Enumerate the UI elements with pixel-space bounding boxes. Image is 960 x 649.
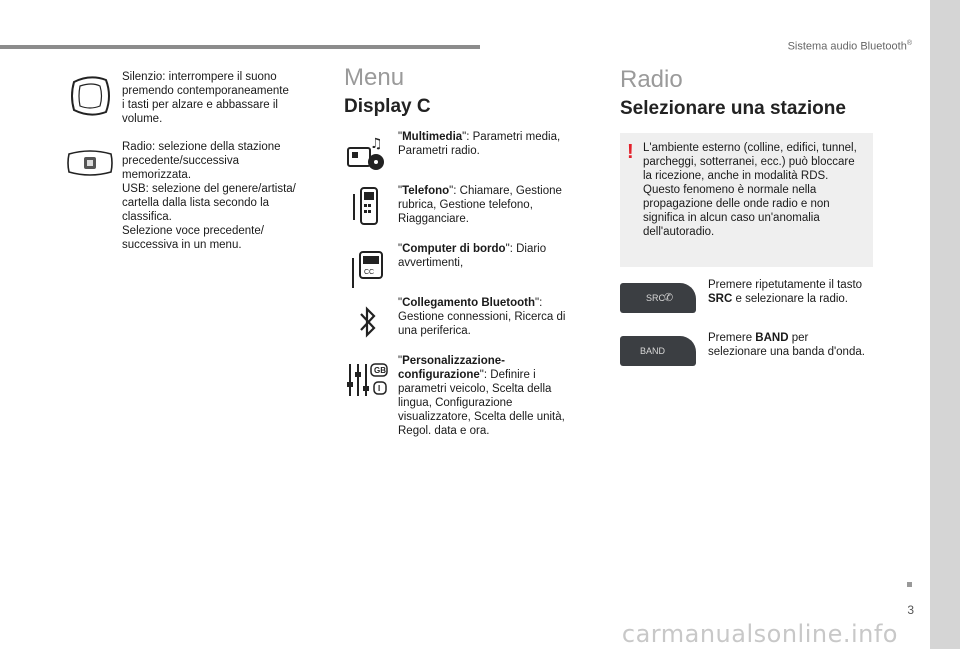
page-edge-strip xyxy=(930,0,960,649)
page-marker xyxy=(907,582,912,587)
multimedia-icon xyxy=(346,134,386,179)
svg-text:♫: ♫ xyxy=(370,136,383,152)
trip-computer-icon xyxy=(350,248,384,295)
menu-item-telefono: "Telefono": Chiamare, Gestione rubrica, Gestione telefono, Riagganciare. xyxy=(398,185,562,225)
step-src: Premere ripetutamente il tasto SRC e selezionare la radio. xyxy=(708,279,863,305)
section-title: Sistema audio Bluetooth® xyxy=(787,40,912,53)
svg-text:GB: GB xyxy=(374,366,386,375)
menu-item-computer-di-bordo: "Computer di bordo": Diario avvertimenti, xyxy=(398,243,547,269)
menu-item-multimedia: "Multimedia": Parametri media, Parametri radio. xyxy=(398,131,561,157)
menu-title: Menu xyxy=(344,64,405,91)
svg-text:CC: CC xyxy=(364,269,375,276)
steering-control-seek-icon xyxy=(66,148,114,183)
radio-seek-description: Radio: selezione della stazione precedente/successiva memorizzata. USB: selezione del genere/artista/ cartella dalla lista secondo la classifica. Selezione voce precedente/ successiva in un menu. xyxy=(122,141,296,251)
svg-text:I: I xyxy=(378,384,381,393)
watermark: carmanualsonline.info xyxy=(621,620,898,648)
select-station-heading: Selezionare una stazione xyxy=(620,98,846,119)
src-button-image: SRC ✆ xyxy=(620,283,696,313)
display-c-heading: Display C xyxy=(344,96,431,117)
phone-handset-icon: ✆ xyxy=(664,292,674,304)
steering-wheel-mute-icon xyxy=(66,72,114,125)
warning-notice xyxy=(620,133,873,267)
menu-item-bluetooth: "Collegamento Bluetooth": Gestione connessioni, Ricerca di una periferica. xyxy=(398,297,566,337)
radio-title: Radio xyxy=(620,66,683,93)
mute-description: Silenzio: interrompere il suono premendo contemporaneamente i tasti per alzare e abbassare il volume. xyxy=(122,71,289,125)
band-button-image: BAND xyxy=(620,336,696,366)
notice-text: L'ambiente esterno (colline, edifici, tunnel, parcheggi, sotterranei, ecc.) può bloccare la ricezione, anche in modalità RDS. Questo fenomeno è normale nella propagazione delle onde radio e non significa in alcun caso un'anomalia dell'autoradio. xyxy=(643,142,857,238)
warning-icon: ! xyxy=(627,141,634,163)
menu-item-personalizzazione: "Personalizzazione-configurazione": Definire i parametri veicolo, Scelta della lingua, Configurazione visualizzatore, Scelta delle unità, Regol. data e ora. xyxy=(398,355,565,437)
header-rule xyxy=(0,45,480,49)
step-band: Premere BAND per selezionare una banda d'onda. xyxy=(708,332,865,358)
phone-icon xyxy=(352,186,380,233)
settings-language-icon xyxy=(346,360,390,405)
bluetooth-icon xyxy=(358,304,378,345)
page-number: 3 xyxy=(907,603,914,617)
